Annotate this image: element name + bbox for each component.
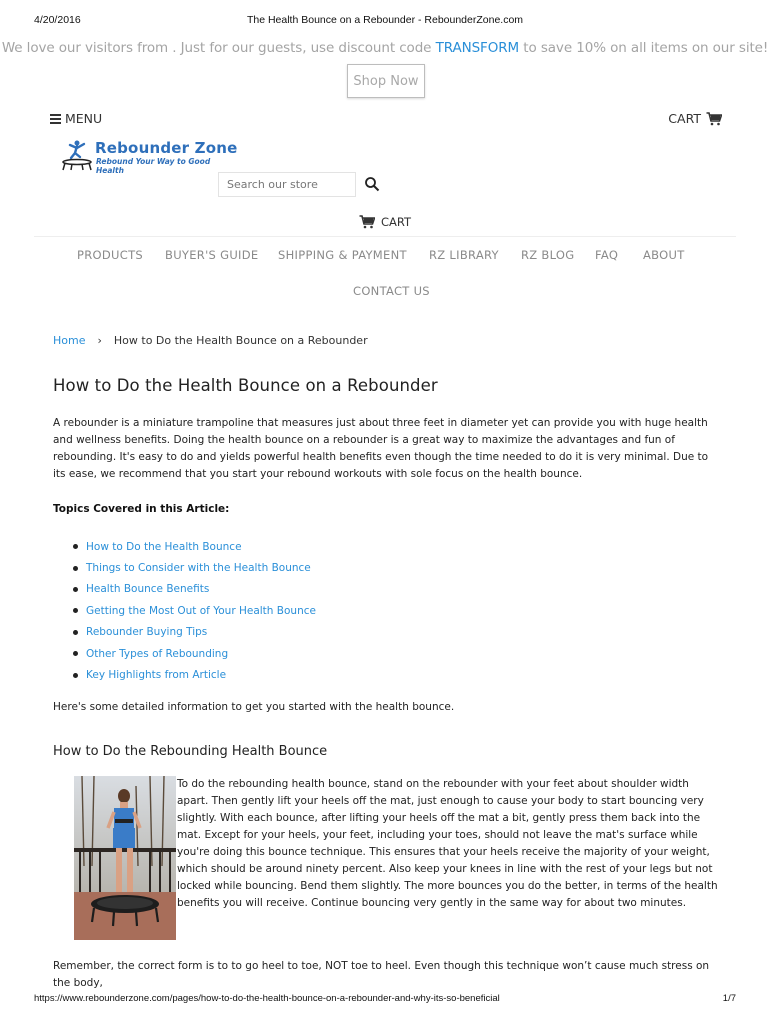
breadcrumb-separator: › [97, 334, 102, 347]
page-title: How to Do the Health Bounce on a Rebounder [53, 376, 438, 395]
cart-center-label: CART [380, 215, 412, 229]
cart-icon [359, 215, 375, 229]
topic-link[interactable]: Things to Consider with the Health Bounce [86, 562, 311, 575]
logo-brand-text: Rebounder Zone [95, 139, 238, 157]
trampoline-logo-icon [60, 139, 94, 171]
discount-code: TRANSFORM [435, 40, 520, 56]
nav-item-about[interactable]: ABOUT [643, 248, 685, 262]
nav-item-faq[interactable]: FAQ [595, 248, 619, 262]
print-footer [34, 993, 736, 1004]
site-logo[interactable] [60, 137, 240, 173]
bullet-icon [73, 544, 78, 549]
promo-text: We love our visitors from . Just for our guests, use discount code [1, 40, 436, 56]
print-date: 4/20/2016 [34, 14, 81, 26]
cart-icon [706, 112, 722, 126]
logo-tagline: Rebound Your Way to Good Health [96, 157, 211, 175]
print-doc-title: The Health Bounce on a Rebounder - RebounderZone.com [246, 14, 524, 26]
topics-heading: Topics Covered in this Article: [53, 503, 230, 515]
list-item[interactable] [73, 536, 316, 557]
nav-item-contact-us[interactable]: CONTACT US [353, 284, 430, 298]
topic-link[interactable]: How to Do the Health Bounce [86, 540, 242, 553]
bullet-icon [73, 630, 78, 635]
bullet-icon [73, 608, 78, 613]
topic-link[interactable]: Rebounder Buying Tips [86, 626, 208, 639]
lead-in-paragraph: Here's some detailed information to get you started with the health bounce. [53, 701, 455, 713]
print-header [34, 14, 736, 28]
search-icon[interactable] [364, 176, 380, 192]
nav-divider [34, 236, 736, 237]
cart-link-center[interactable] [0, 215, 770, 229]
bullet-icon [73, 587, 78, 592]
cart-label: CART [668, 111, 701, 126]
page-number: 1/7 [722, 993, 736, 1004]
list-item[interactable] [73, 622, 316, 643]
bullet-icon [73, 673, 78, 678]
promo-text-end: to save 10% on all items on our site! [519, 40, 769, 56]
woman-on-rebounder-photo [74, 776, 176, 940]
breadcrumb-home[interactable]: Home [53, 334, 86, 347]
menu-label: MENU [65, 111, 103, 126]
nav-item-rz-blog[interactable]: RZ BLOG [521, 248, 575, 262]
nav-item-rz-library[interactable]: RZ LIBRARY [429, 248, 499, 262]
closing-paragraph: Remember, the correct form is to to go heel to toe, NOT toe to heel. Even though this technique won’t cause much stress on the body, [53, 960, 710, 989]
nav-item-shipping-payment[interactable]: SHIPPING & PAYMENT [278, 248, 407, 262]
bullet-icon [73, 651, 78, 656]
topic-link[interactable]: Getting the Most Out of Your Health Bounce [86, 604, 316, 617]
search-input[interactable]: Search our store [218, 172, 356, 197]
menu-toggle[interactable] [50, 111, 102, 126]
section-heading: How to Do the Rebounding Health Bounce [53, 744, 328, 759]
list-item[interactable] [73, 664, 316, 685]
nav-item-products[interactable]: PRODUCTS [77, 248, 144, 262]
list-item[interactable] [73, 600, 316, 621]
shop-now-button[interactable]: Shop Now [347, 64, 425, 98]
list-item[interactable] [73, 557, 316, 578]
topic-link[interactable]: Other Types of Rebounding [86, 647, 229, 660]
promo-banner [0, 40, 770, 56]
list-item[interactable] [73, 579, 316, 600]
breadcrumb-current: How to Do the Health Bounce on a Rebounder [113, 334, 368, 347]
intro-paragraph: A rebounder is a miniature trampoline that measures just about three feet in diameter yet can provide you with huge health and wellness benefits. Doing the health bounce on a rebounder is a great way to maximize the advantages and fun of rebounding. It's easy to do and yields powerful health benefits even though the time needed to do it is very minimal. Due to its ease, we recommend that you start your rebound workouts with sole focus on the health bounce. [53, 417, 709, 480]
bullet-icon [73, 566, 78, 571]
print-url: https://www.rebounderzone.com/pages/how-to-do-the-health-bounce-on-a-rebounder-and-why-its-so-beneficial [34, 993, 500, 1004]
hamburger-icon [50, 114, 61, 123]
topic-link[interactable]: Health Bounce Benefits [86, 583, 210, 596]
topic-link[interactable]: Key Highlights from Article [86, 669, 227, 682]
nav-item-buyers-guide[interactable]: BUYER'S GUIDE [165, 248, 259, 262]
cart-link-top[interactable] [668, 111, 722, 126]
topics-list [73, 536, 316, 686]
list-item[interactable] [73, 643, 316, 664]
breadcrumb [53, 334, 368, 347]
section-body-paragraph: To do the rebounding health bounce, stand on the rebounder with your feet about shoulder width apart. Then gently lift your heels off the mat, just enough to cause your body to start bouncing very slightly. With each bounce, after lifting your heels off the mat a bit, gently press them back into the mat. Except for your heels, your feet, including your toes, should not leave the mat's surface while you're doing this bounce technique. This ensures that your heels receive the majority of your weight, which should be around ninety percent. Also keep your knees in line with the rest of your legs but not locked while bouncing. Bend them slightly. The more bounces you do the better, in terms of the health benefits you will receive. Continue bouncing very gently in the same way for about two minutes. [177, 778, 718, 909]
